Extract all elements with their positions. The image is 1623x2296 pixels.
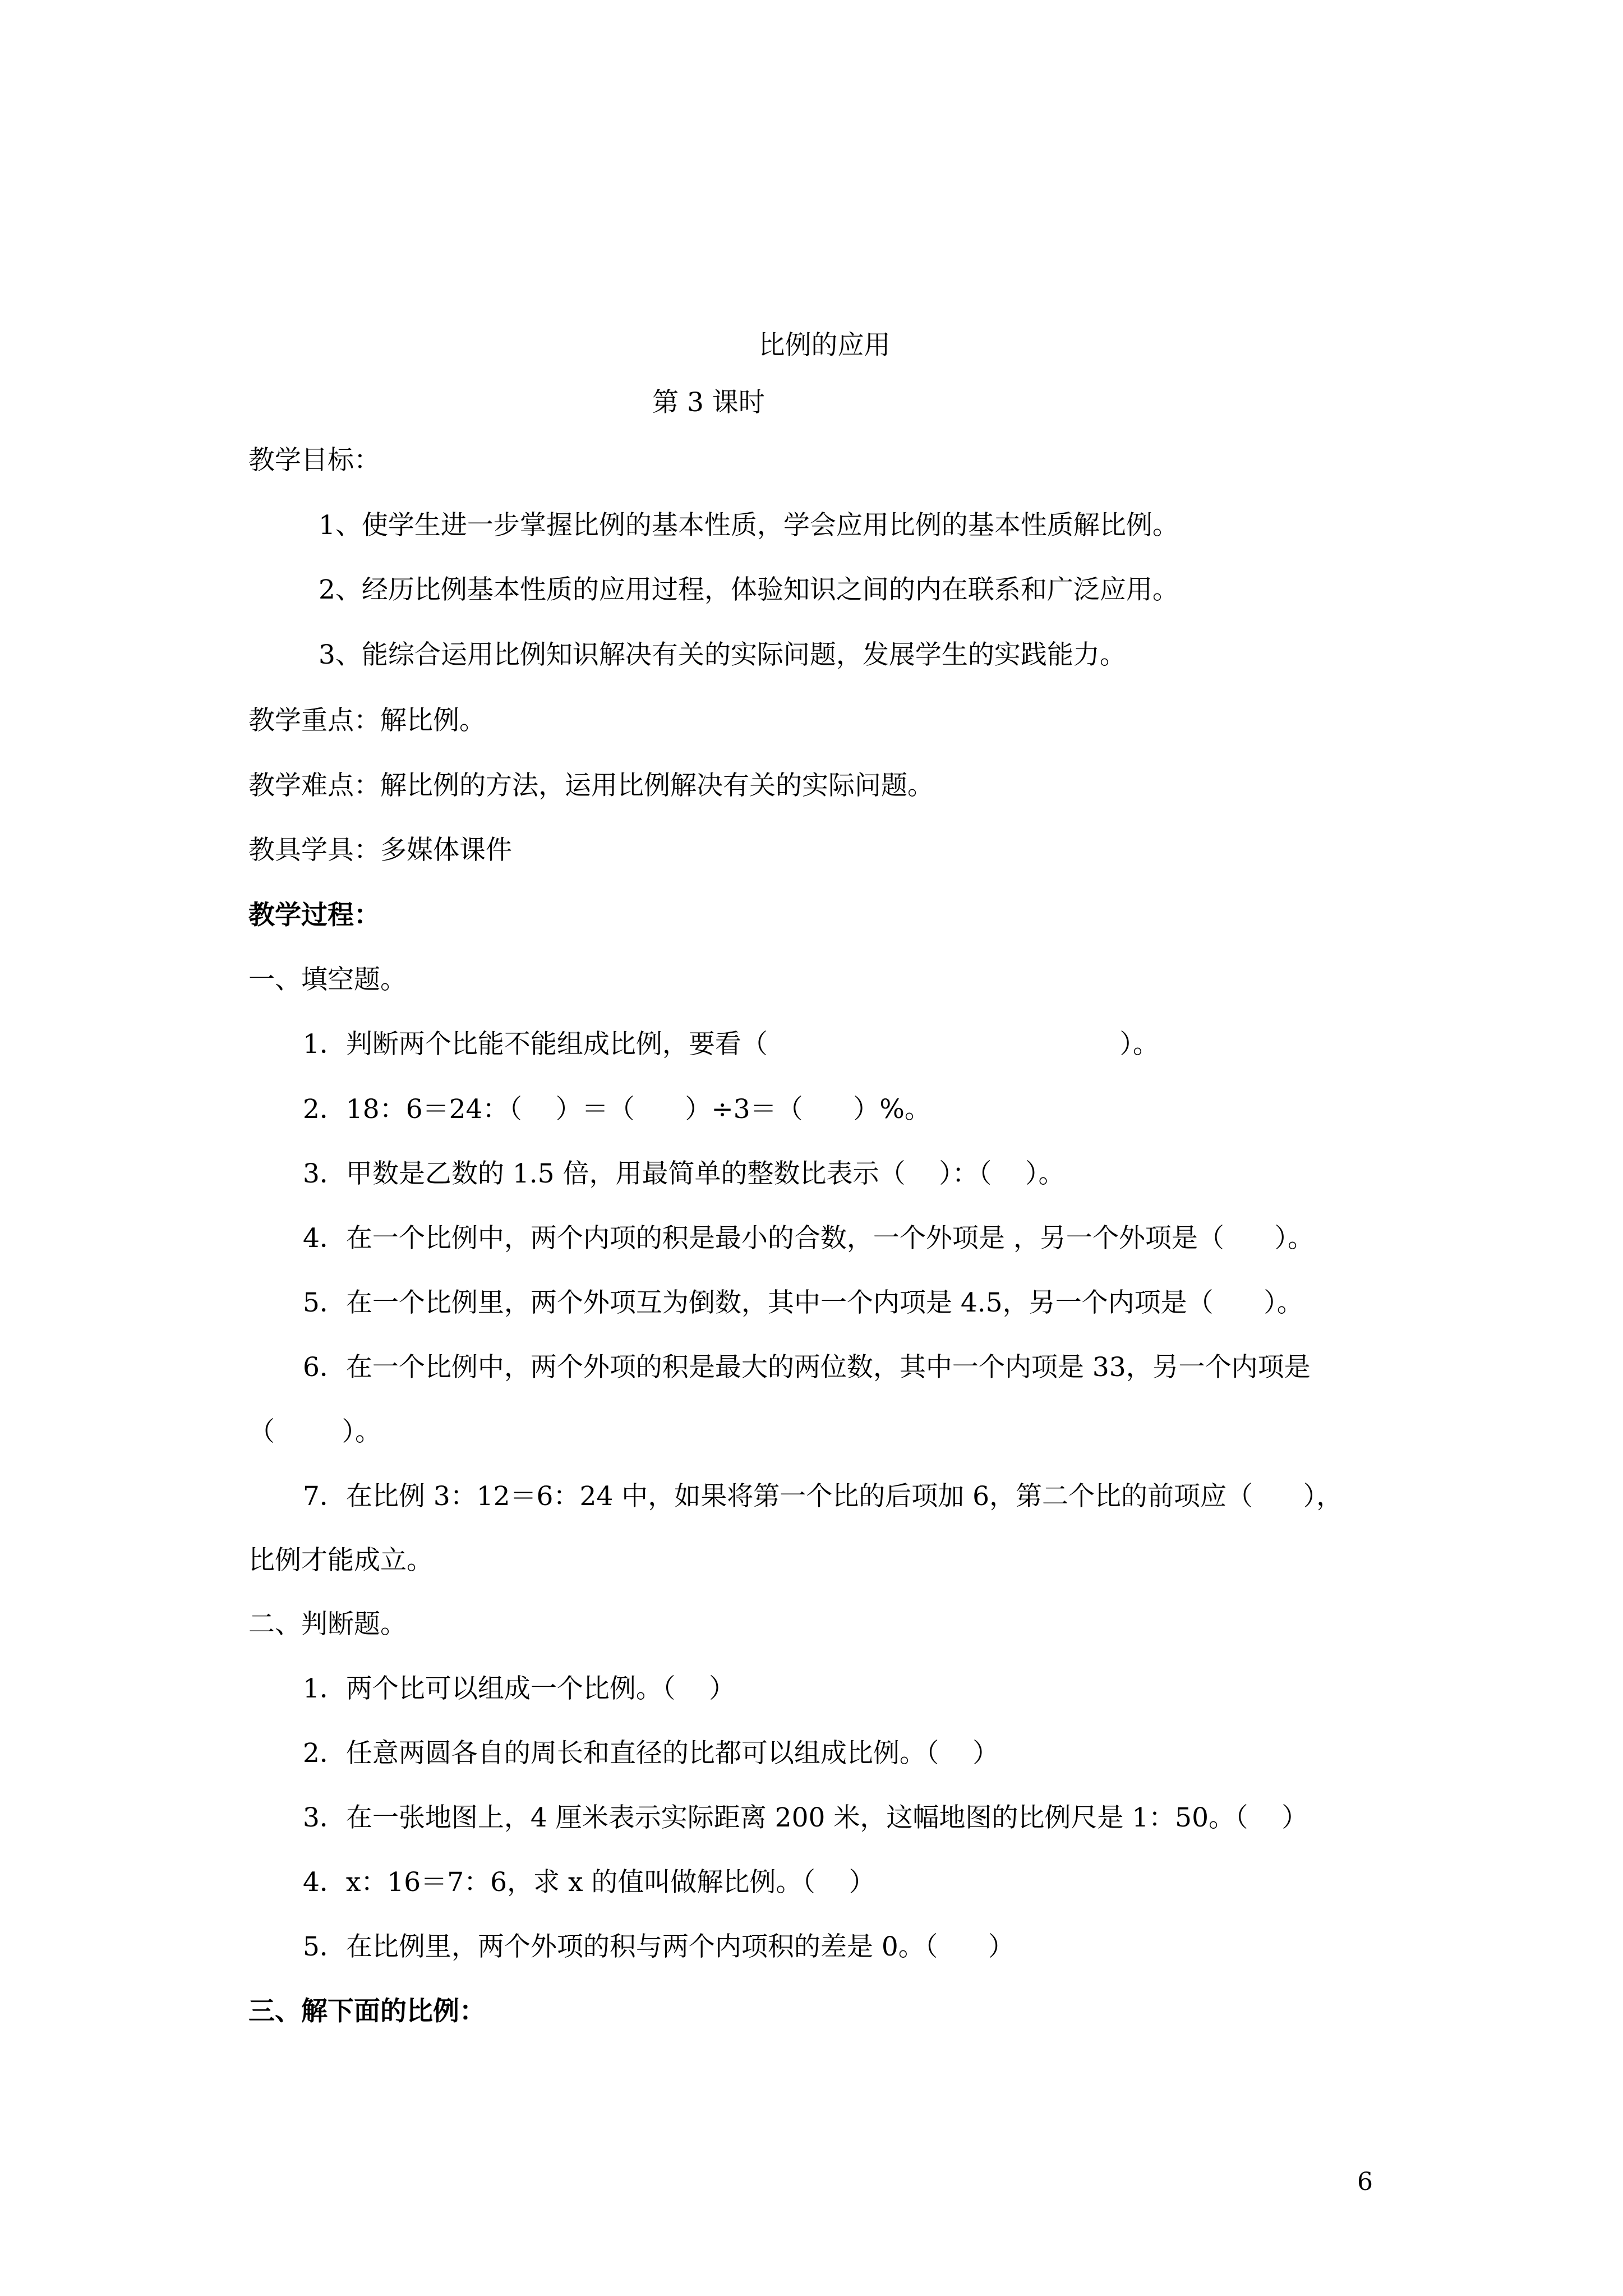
objective-item: 1、使学生进一步掌握比例的基本性质，学会应用比例的基本性质解比例。: [319, 510, 1179, 541]
fill-in-question-continuation: 比例才能成立。: [248, 1545, 433, 1576]
objectives-heading: 教学目标：: [248, 445, 380, 476]
key-point: 教学重点：解比例。: [248, 705, 486, 736]
fill-in-question: 6．在一个比例中，两个外项的积是最大的两位数，其中一个内项是 33，另一个内项是: [303, 1352, 1311, 1383]
difficulty: 教学难点：解比例的方法，运用比例解决有关的实际问题。: [248, 770, 934, 801]
fill-in-question: 2．18：6＝24：（ ）＝（ ）÷3＝（ ）%。: [303, 1094, 931, 1125]
process-heading: 教学过程：: [248, 900, 380, 931]
section-heading-true-false: 二、判断题。: [248, 1609, 407, 1640]
objective-item: 3、能综合运用比例知识解决有关的实际问题，发展学生的实践能力。: [319, 639, 1126, 670]
fill-in-question: 5．在一个比例里，两个外项互为倒数，其中一个内项是 4.5，另一个内项是（ ）。: [303, 1287, 1303, 1318]
fill-in-question-continuation: （ ）。: [248, 1416, 382, 1447]
fill-in-question: 7．在比例 3：12＝6：24 中，如果将第一个比的后项加 6，第二个比的前项应（ ），: [303, 1481, 1343, 1512]
page-number: 6: [1357, 2168, 1373, 2196]
objective-item: 2、经历比例基本性质的应用过程，体验知识之间的内在联系和广泛应用。: [319, 574, 1179, 605]
section-heading-solve: 三、解下面的比例：: [248, 1996, 486, 2027]
section-heading-fill-in: 一、填空题。: [248, 964, 407, 995]
true-false-question: 1．两个比可以组成一个比例。（ ）: [303, 1673, 736, 1704]
fill-in-question: 1．判断两个比能不能组成比例，要看（ ）。: [303, 1029, 1159, 1060]
true-false-question: 3．在一张地图上，4 厘米表示实际距离 200 米，这幅地图的比例尺是 1：50。（ ）: [303, 1802, 1308, 1833]
document-title: 比例的应用: [758, 330, 891, 361]
true-false-question: 5．在比例里，两个外项的积与两个内项积的差是 0。（ ）: [303, 1931, 1015, 1962]
fill-in-question: 3．甲数是乙数的 1.5 倍，用最简单的整数比表示（ ）：（ ）。: [303, 1158, 1065, 1189]
teaching-tools: 教具学具：多媒体课件: [248, 835, 512, 866]
true-false-question: 2．任意两圆各自的周长和直径的比都可以组成比例。（ ）: [303, 1738, 999, 1769]
lesson-label: 第 3 课时: [652, 387, 765, 418]
fill-in-question: 4．在一个比例中，两个内项的积是最小的合数，一个外项是 ，另一个外项是（ ）。: [303, 1223, 1314, 1254]
true-false-question: 4．x：16＝7：6，求 x 的值叫做解比例。（ ）: [303, 1867, 875, 1898]
